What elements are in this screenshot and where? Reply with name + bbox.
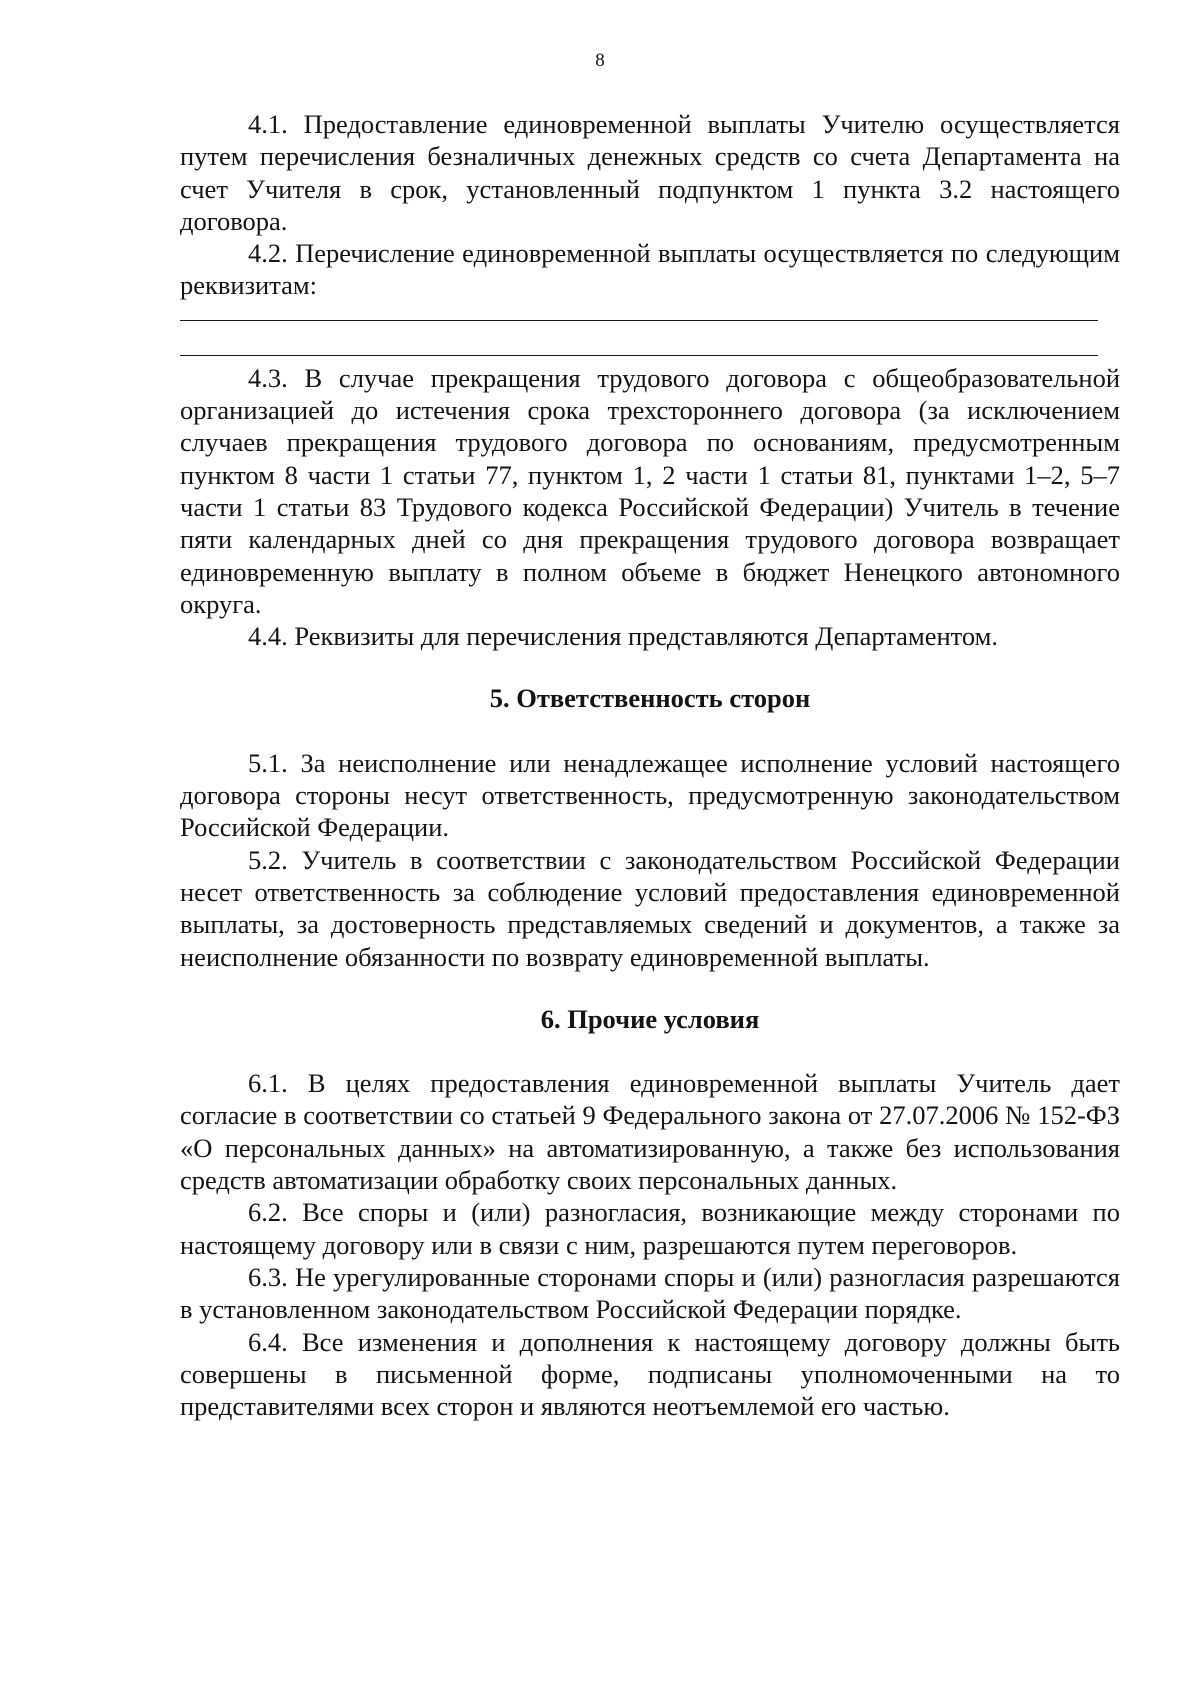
clause-6-4: 6.4. Все изменения и дополнения к настоящему договору должны быть совершены в письменной форме, подписаны уполномоченными на то представителями всех сторон и являются неотъемлемой его частью.: [180, 1326, 1120, 1422]
clause-4-1: 4.1. Предоставление единовременной выплаты Учителю осуществляется путем перечисления безналичных денежных средств со счета Департамента на счет Учителя в срок, установленный подпунктом 1 пункта 3.2 настоящего договора.: [180, 109, 1120, 236]
page-number: 8: [595, 50, 605, 71]
clause-4-3: 4.3. В случае прекращения трудового договора с общеобразовательной организацией до истечения срока трехстороннего договора (за исключением случаев прекращения трудового договора по основаниям, предусмотренным пунктом 8 части 1 статьи 77, пунктом 1, 2 части 1 статьи 81, пунктами 1–2, 5–7 части 1 статьи 83 Трудового кодекса Российской Федерации) Учитель в течение пяти календарных дней со дня прекращения трудового договора возвращает единовременную выплату в полном объеме в бюджет Ненецкого автономного округа.: [180, 362, 1120, 619]
clause-6-2: 6.2. Все споры и (или) разногласия, возникающие между сторонами по настоящему договору или в связи с ним, разрешаются путем переговоров.: [180, 1197, 1120, 1260]
clause-6-1: 6.1. В целях предоставления единовременной выплаты Учитель дает согласие в соответствии со статьей 9 Федерального закона от 27.07.2006 № 152-ФЗ «О персональных данных» на автоматизированную, а также без использования средств автоматизации обработку своих персональных данных.: [180, 1068, 1120, 1196]
clause-5-1: 5.1. За неисполнение или ненадлежащее исполнение условий настоящего договора стороны несут ответственность, предусмотренную законодательством Российской Федерации.: [180, 747, 1120, 843]
requisites-blank-line-1: [180, 320, 1098, 321]
document-body: [180, 108, 1120, 1422]
section-6-heading: 6. Прочие условия: [540, 1003, 760, 1034]
section-5-heading: 5. Ответственность сторон: [489, 683, 811, 714]
clause-6-3: 6.3. Не урегулированные сторонами споры и (или) разногласия разрешаются в установленном законодательством Российской Федерации порядке.: [180, 1261, 1120, 1325]
clause-4-2: 4.2. Перечисление единовременной выплаты осуществляется по следующим реквизитам:: [180, 238, 1120, 301]
clause-4-4: 4.4. Реквизиты для перечисления представляются Департаментом.: [248, 621, 999, 652]
requisites-blank-line-2: [180, 355, 1098, 356]
clause-5-2: 5.2. Учитель в соответствии с законодательством Российской Федерации несет ответственность за соблюдение условий предоставления единовременной выплаты, за достоверность представляемых сведений и документов, а также за неисполнение обязанности по возврату единовременной выплаты.: [180, 844, 1120, 972]
